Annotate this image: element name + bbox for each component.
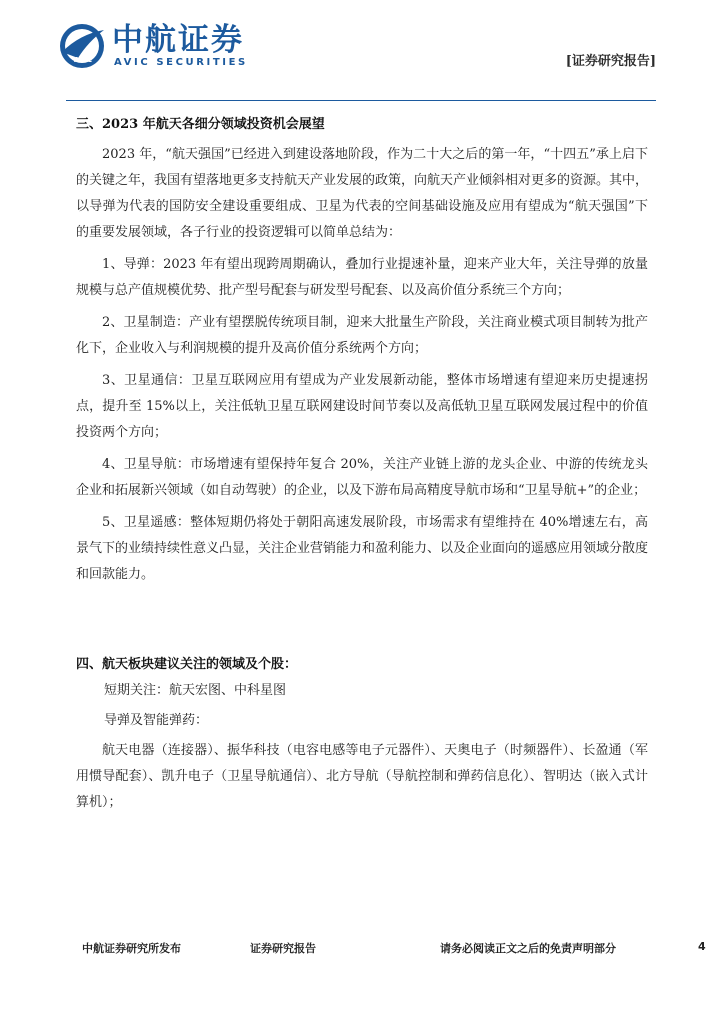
section-title-recommendations: 四、航天板块建议关注的领域及个股：	[76, 657, 298, 672]
page-footer	[82, 940, 712, 960]
logo-text: AVIC	[74, 56, 93, 64]
report-type-tag: [证券研究报告]	[565, 54, 656, 69]
section-title-outlook: 三、2023 年航天各细分领域投资机会展望	[76, 117, 325, 132]
short-term-focus: 短期关注：航天宏图、中科星图	[104, 683, 287, 698]
missile-stock-list: 航天电器（连接器）、振华科技（电容电感等电子元器件）、天奥电子（时频器件）、长盈通（军用惯导配套）、凯升电子（卫星导航通信）、北方导航（导航控制和弹药信息化）、智明达（嵌入式计算机）；	[76, 743, 648, 810]
section-spacer	[76, 594, 656, 652]
outlook-item-missile: 1、导弹：2023 年有望出现跨周期确认，叠加行业提速补量，迎来产业大年，关注导弹的放量规模与总产值规模优势、批产型号配套与研发型号配套、以及高价值分系统三个方向；	[76, 257, 648, 298]
page-number: 4	[698, 940, 706, 953]
brand-name-cn: 中航证券	[112, 22, 244, 58]
outlook-item-satellite-remote-sensing: 5、卫星遥感：整体短期仍将处于朝阳高速发展阶段，市场需求有望维持在 40%增速左右，高景气下的业绩持续性意义凸显，关注企业营销能力和盈利能力、以及企业面向的遥感应用领域分散度和回款能力。	[76, 515, 649, 582]
outlook-item-satellite-manufacturing: 2、卫星制造：产业有望摆脱传统项目制，迎来大批量生产阶段，关注商业模式项目制转为批产化下，企业收入与利润规模的提升及高价值分系统两个方向；	[76, 315, 648, 356]
footer-publisher: 中航证券研究所发布	[82, 942, 181, 955]
outlook-item-satellite-communication: 3、卫星通信：卫星互联网应用有望成为产业发展新动能，整体市场增速有望迎来历史提速拐点，提升至 15%以上，关注低轨卫星互联网建设时间节奏以及高低轨卫星互联网发展过程中的价值投资两个方向；	[76, 373, 648, 440]
footer-report-type: 证券研究报告	[250, 942, 316, 955]
brand-name-en: AVIC SECURITIES	[114, 57, 248, 68]
avic-logo-icon	[58, 22, 106, 70]
outlook-intro-paragraph: 2023 年，“航天强国”已经进入到建设落地阶段，作为二十大之后的第一年，“十四五”承上启下的关键之年，我国有望落地更多支持航天产业发展的政策，向航天产业倾斜相对更多的资源。其中，以导弹为代表的国防安全建设重要组成、卫星为代表的空间基础设施及应用有望成为“航天强国”下的重要发展领域，各子行业的投资逻辑可以简单总结为：	[76, 147, 649, 240]
page-header	[0, 0, 724, 102]
header-divider	[66, 100, 656, 101]
outlook-item-satellite-navigation: 4、卫星导航：市场增速有望保持年复合 20%，关注产业链上游的龙头企业、中游的传统龙头企业和拓展新兴领域（如自动驾驶）的企业，以及下游布局高精度导航市场和“卫星导航+”的企业；	[76, 457, 648, 498]
missile-heading: 导弹及智能弹药：	[104, 713, 209, 728]
footer-disclaimer: 请务必阅读正文之后的免责声明部分	[440, 942, 616, 955]
main-content	[76, 112, 656, 822]
